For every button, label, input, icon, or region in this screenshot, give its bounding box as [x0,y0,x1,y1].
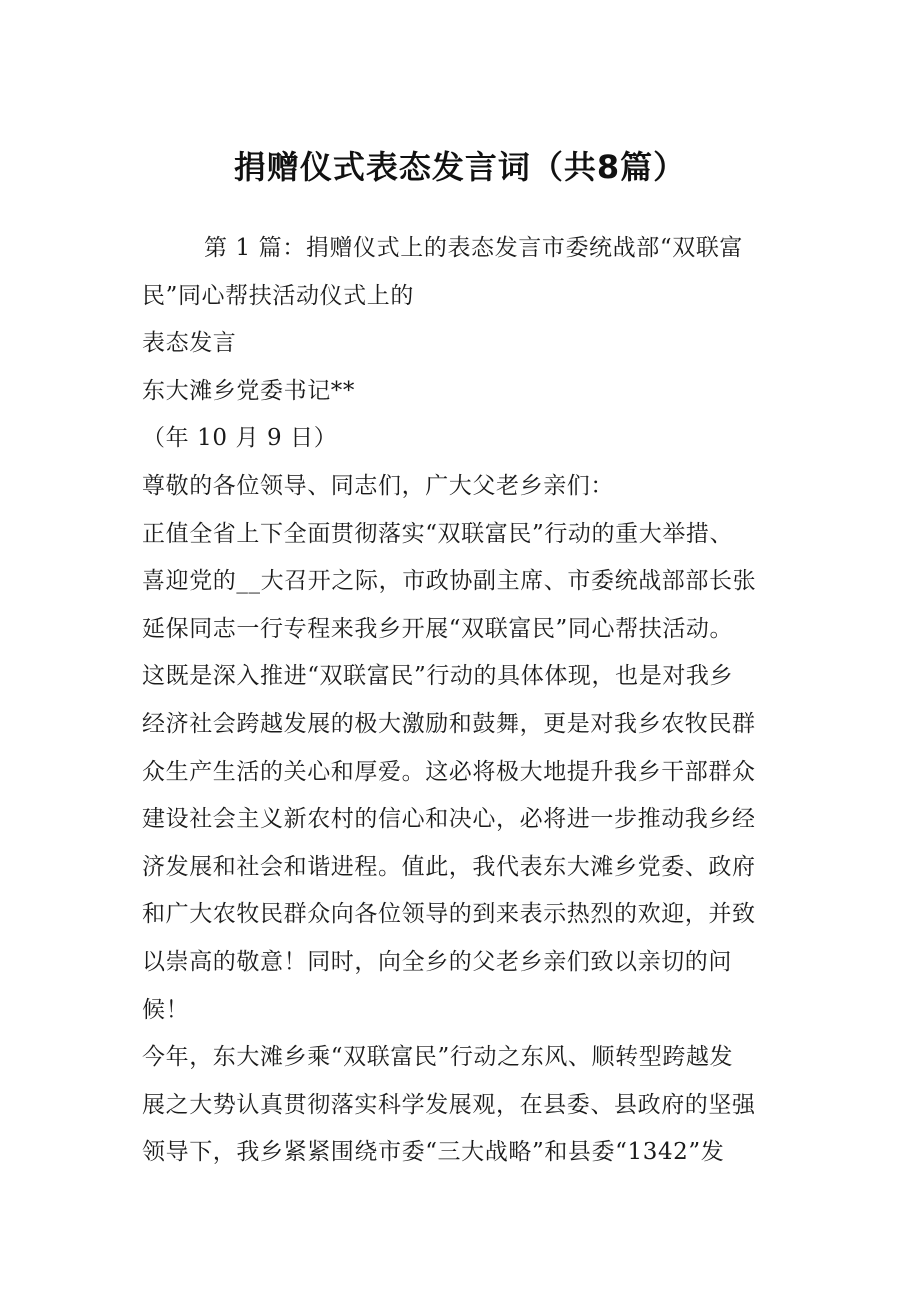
text-line: 建设社会主义新农村的信心和决心，必将进一步推动我乡经 [142,806,756,833]
text-line: 今年，东大滩乡乘“双联富民”行动之东风、顺转型跨越发 [142,1044,734,1071]
text-line: 东大滩乡党委书记** [142,377,355,404]
text-line: 领导下，我乡紧紧围绕市委“三大战略”和县委“1342”发 [142,1139,725,1166]
text-line: 以崇高的敬意！同时，向全乡的父老乡亲们致以亲切的问 [142,948,732,975]
text-line: 表态发言 [142,330,237,357]
text-line: 展之大势认真贯彻落实科学发展观，在县委、县政府的坚强 [142,1091,756,1118]
text-line: 和广大农牧民群众向各位领导的到来表示热烈的欢迎，并致 [142,901,756,928]
text-line: 经济社会跨越发展的极大激励和鼓舞，更是对我乡农牧民群 [142,710,756,737]
text-line: 众生产生活的关心和厚爱。这必将极大地提升我乡干部群众 [142,758,756,785]
text-line: 正值全省上下全面贯彻落实“双联富民”行动的重大举措、 [142,520,734,547]
document-title: 捐赠仪式表态发言词（共8篇） [233,148,687,186]
text-line: 这既是深入推进“双联富民”行动的具体体现，也是对我乡 [142,663,734,690]
text-line: （年 10 月 9 日） [142,425,338,452]
text-line: 民”同心帮扶活动仪式上的 [142,282,414,309]
text-line: 喜迎党的__大召开之际，市政协副主席、市委统战部部长张 [142,568,757,595]
text-line: 候！ [142,996,190,1023]
document-body [142,225,782,1177]
text-line: 济发展和社会和谐进程。值此，我代表东大滩乡党委、政府 [142,853,756,880]
text-line: 第 1 篇：捐赠仪式上的表态发言市委统战部“双联富 [204,235,744,261]
text-line: 尊敬的各位领导、同志们，广大父老乡亲们： [142,472,614,499]
text-line: 延保同志一行专程来我乡开展“双联富民”同心帮扶活动。 [142,615,734,642]
